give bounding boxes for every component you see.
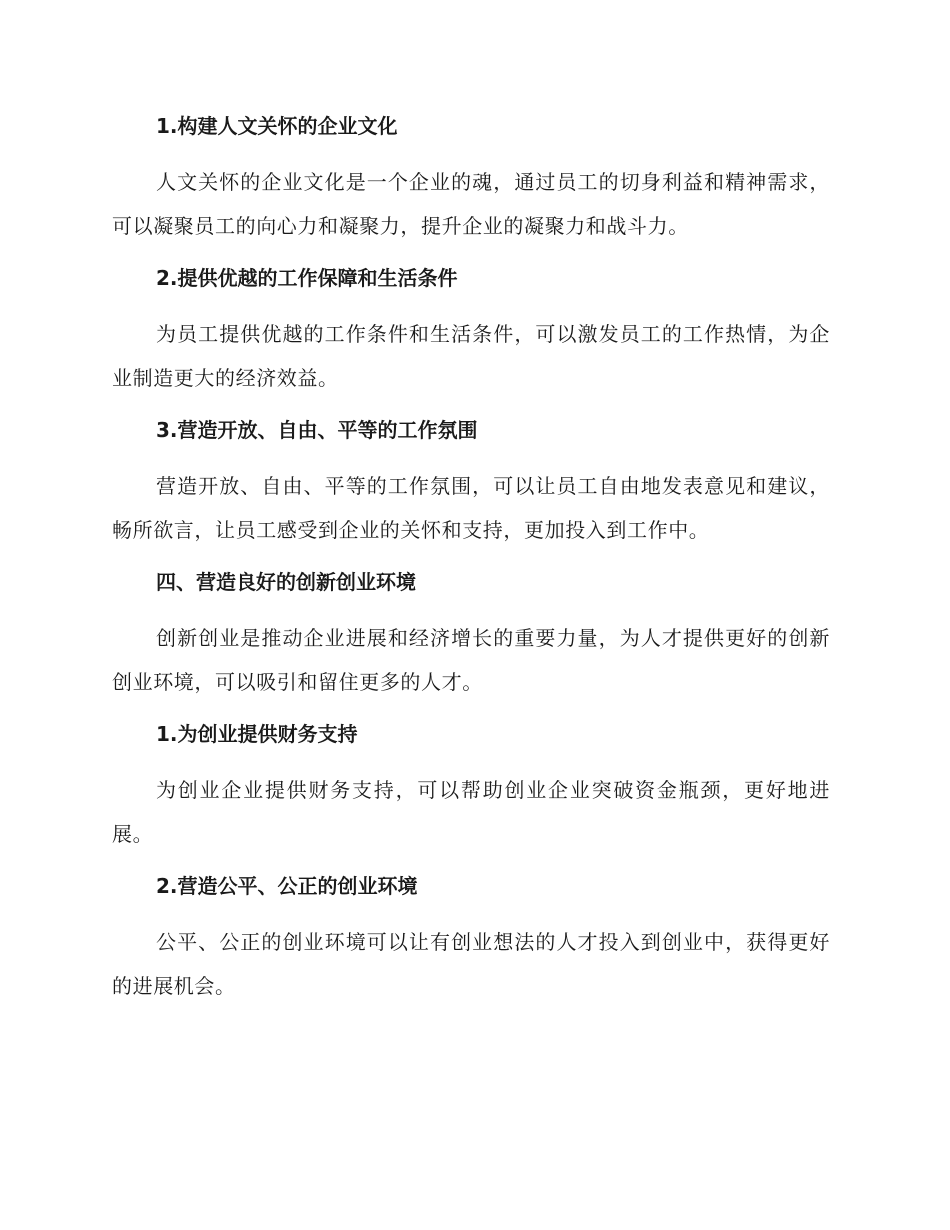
section-heading: 1.构建人文关怀的企业文化	[156, 114, 398, 138]
section-paragraph: 为创业企业提供财务支持，可以帮助创业企业突破资金瓶颈，更好地进展。	[112, 778, 830, 846]
section-paragraph: 为员工提供优越的工作条件和生活条件，可以激发员工的工作热情，为企业制造更大的经济效益。	[112, 322, 830, 390]
section-heading: 2.营造公平、公正的创业环境	[156, 874, 418, 898]
section-paragraph: 创新创业是推动企业进展和经济增长的重要力量，为人才提供更好的创新创业环境，可以吸引和留住更多的人才。	[112, 626, 830, 694]
section-heading: 2.提供优越的工作保障和生活条件	[156, 266, 458, 290]
section-paragraph: 营造开放、自由、平等的工作氛围，可以让员工自由地发表意见和建议，畅所欲言，让员工感受到企业的关怀和支持，更加投入到工作中。	[112, 474, 830, 542]
section-heading: 四、营造良好的创新创业环境	[156, 570, 416, 594]
section-paragraph: 公平、公正的创业环境可以让有创业想法的人才投入到创业中，获得更好的进展机会。	[112, 930, 830, 998]
section-heading: 3.营造开放、自由、平等的工作氛围	[156, 418, 478, 442]
section-paragraph: 人文关怀的企业文化是一个企业的魂，通过员工的切身利益和精神需求，可以凝聚员工的向心力和凝聚力，提升企业的凝聚力和战斗力。	[112, 170, 830, 238]
section-heading: 1.为创业提供财务支持	[156, 722, 358, 746]
